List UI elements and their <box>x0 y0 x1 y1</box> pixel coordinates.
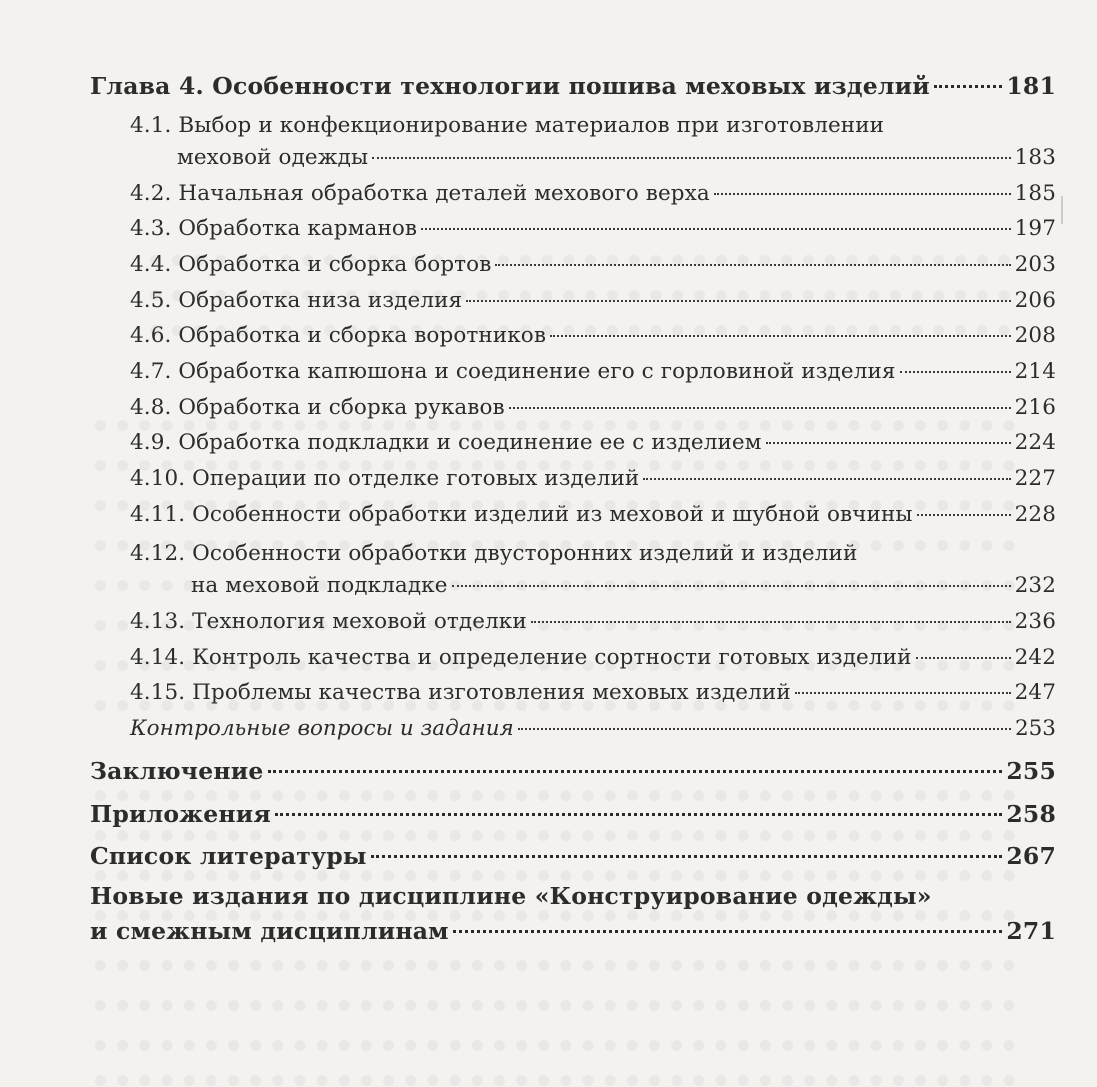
dot-leader <box>372 157 1010 159</box>
toc-section-4-1[interactable] <box>177 145 1056 179</box>
dot-leader <box>643 478 1010 480</box>
toc-section-4-14[interactable] <box>130 645 1056 679</box>
toc-page-number: 255 <box>1006 757 1056 785</box>
toc-page-number: 232 <box>1014 573 1056 598</box>
dot-leader <box>495 264 1010 266</box>
toc-entry-label: 4.2. Начальная обработка деталей мехового верха <box>130 181 710 206</box>
toc-page-number: 216 <box>1014 395 1056 420</box>
toc-page-number: 253 <box>1014 716 1056 741</box>
toc-section-4-1-line1: 4.1. Выбор и конфекционирование материалов при изготовлении <box>130 113 885 138</box>
toc-entry-label: меховой одежды <box>177 145 369 170</box>
toc-entry-label: Заключение <box>90 757 264 785</box>
toc-page-number: 258 <box>1006 800 1056 828</box>
toc-chapter-4[interactable] <box>90 72 1056 106</box>
dot-leader <box>531 621 1011 623</box>
toc-section-4-5[interactable] <box>130 288 1056 322</box>
toc-entry-label: 4.8. Обработка и сборка рукавов <box>130 395 505 420</box>
toc-section-4-13[interactable] <box>130 609 1056 643</box>
toc-section-4-9[interactable] <box>130 430 1056 464</box>
toc-page-number: 228 <box>1014 502 1056 527</box>
dot-leader <box>917 514 1011 516</box>
toc-entry-label: 4.3. Обработка карманов <box>130 216 418 241</box>
toc-page-number: 227 <box>1014 466 1056 491</box>
toc-page-number: 236 <box>1014 609 1056 634</box>
toc-page-number: 203 <box>1014 252 1056 277</box>
dot-leader <box>714 193 1011 195</box>
dot-leader <box>453 930 1003 933</box>
toc-entry-label: 4.5. Обработка низа изделия <box>130 288 463 313</box>
dot-leader <box>452 585 1011 587</box>
toc-new-editions-line1: Новые издания по дисциплине «Конструирование одежды» <box>90 882 932 910</box>
toc-page-number: 247 <box>1014 680 1056 705</box>
toc-entry-label: 4.7. Обработка капюшона и соединение его с горловиной изделия <box>130 359 896 384</box>
toc-section-4-12[interactable] <box>191 573 1056 607</box>
dot-leader <box>466 300 1010 302</box>
dot-leader <box>268 770 1003 773</box>
dot-leader <box>795 692 1011 694</box>
toc-page-number: 214 <box>1014 359 1056 384</box>
toc-section-4-6[interactable] <box>130 323 1056 357</box>
toc-page-number: 181 <box>1006 72 1056 100</box>
dot-leader <box>766 442 1011 444</box>
toc-entry-label: 4.13. Технология меховой отделки <box>130 609 527 634</box>
toc-page-number: 206 <box>1014 288 1056 313</box>
dot-leader <box>550 335 1011 337</box>
toc-conclusion[interactable] <box>90 757 1056 791</box>
dot-leader <box>275 813 1002 816</box>
toc-entry-label: Контрольные вопросы и задания <box>130 716 514 741</box>
toc-entry-label: 4.11. Особенности обработки изделий из меховой и шубной овчины <box>130 502 913 527</box>
toc-entry-label: Приложения <box>90 800 271 828</box>
dot-leader <box>518 728 1011 730</box>
toc-page-number: 271 <box>1006 917 1056 945</box>
toc-section-4-3[interactable] <box>130 216 1056 250</box>
dot-leader <box>934 85 1002 88</box>
toc-entry-label: Список литературы <box>90 842 367 870</box>
toc-entry-label: 4.10. Операции по отделке готовых изделий <box>130 466 640 491</box>
toc-page-number: 197 <box>1014 216 1056 241</box>
dot-leader <box>509 407 1011 409</box>
toc-section-4-2[interactable] <box>130 181 1056 215</box>
toc-section-4-8[interactable] <box>130 395 1056 429</box>
toc-section-4-7[interactable] <box>130 359 1056 393</box>
toc-section-4-15[interactable] <box>130 680 1056 714</box>
toc-entry-label: 4.14. Контроль качества и определение сортности готовых изделий <box>130 645 912 670</box>
toc-page-number: 224 <box>1014 430 1056 455</box>
toc-entry-label: и смежным дисциплинам <box>90 917 449 945</box>
toc-page-number: 208 <box>1014 323 1056 348</box>
toc-entry-label: 4.15. Проблемы качества изготовления меховых изделий <box>130 680 791 705</box>
toc-entry-label: 4.9. Обработка подкладки и соединение ее с изделием <box>130 430 762 455</box>
toc-entry-label: 4.6. Обработка и сборка воротников <box>130 323 547 348</box>
toc-section-4-4[interactable] <box>130 252 1056 286</box>
toc-page-number: 242 <box>1014 645 1056 670</box>
dot-leader <box>421 228 1011 230</box>
toc-page-number: 267 <box>1006 842 1056 870</box>
toc-page-number: 183 <box>1014 145 1056 170</box>
toc-section-4-12-line1: 4.12. Особенности обработки двусторонних изделий и изделий <box>130 541 858 566</box>
dot-leader <box>900 371 1011 373</box>
toc-section-4-11[interactable] <box>130 502 1056 536</box>
dot-leader <box>371 855 1003 858</box>
toc-entry-label: на меховой подкладке <box>191 573 448 598</box>
toc-references[interactable] <box>90 842 1056 876</box>
toc-page-number: 185 <box>1014 181 1056 206</box>
toc-section-4-10[interactable] <box>130 466 1056 500</box>
dot-leader <box>916 657 1011 659</box>
toc-control-questions[interactable] <box>130 716 1056 750</box>
toc-appendices[interactable] <box>90 800 1056 834</box>
toc-new-editions[interactable] <box>90 917 1056 951</box>
toc-entry-label: Глава 4. Особенности технологии пошива меховых изделий <box>90 72 930 100</box>
toc-entry-label: 4.4. Обработка и сборка бортов <box>130 252 492 277</box>
